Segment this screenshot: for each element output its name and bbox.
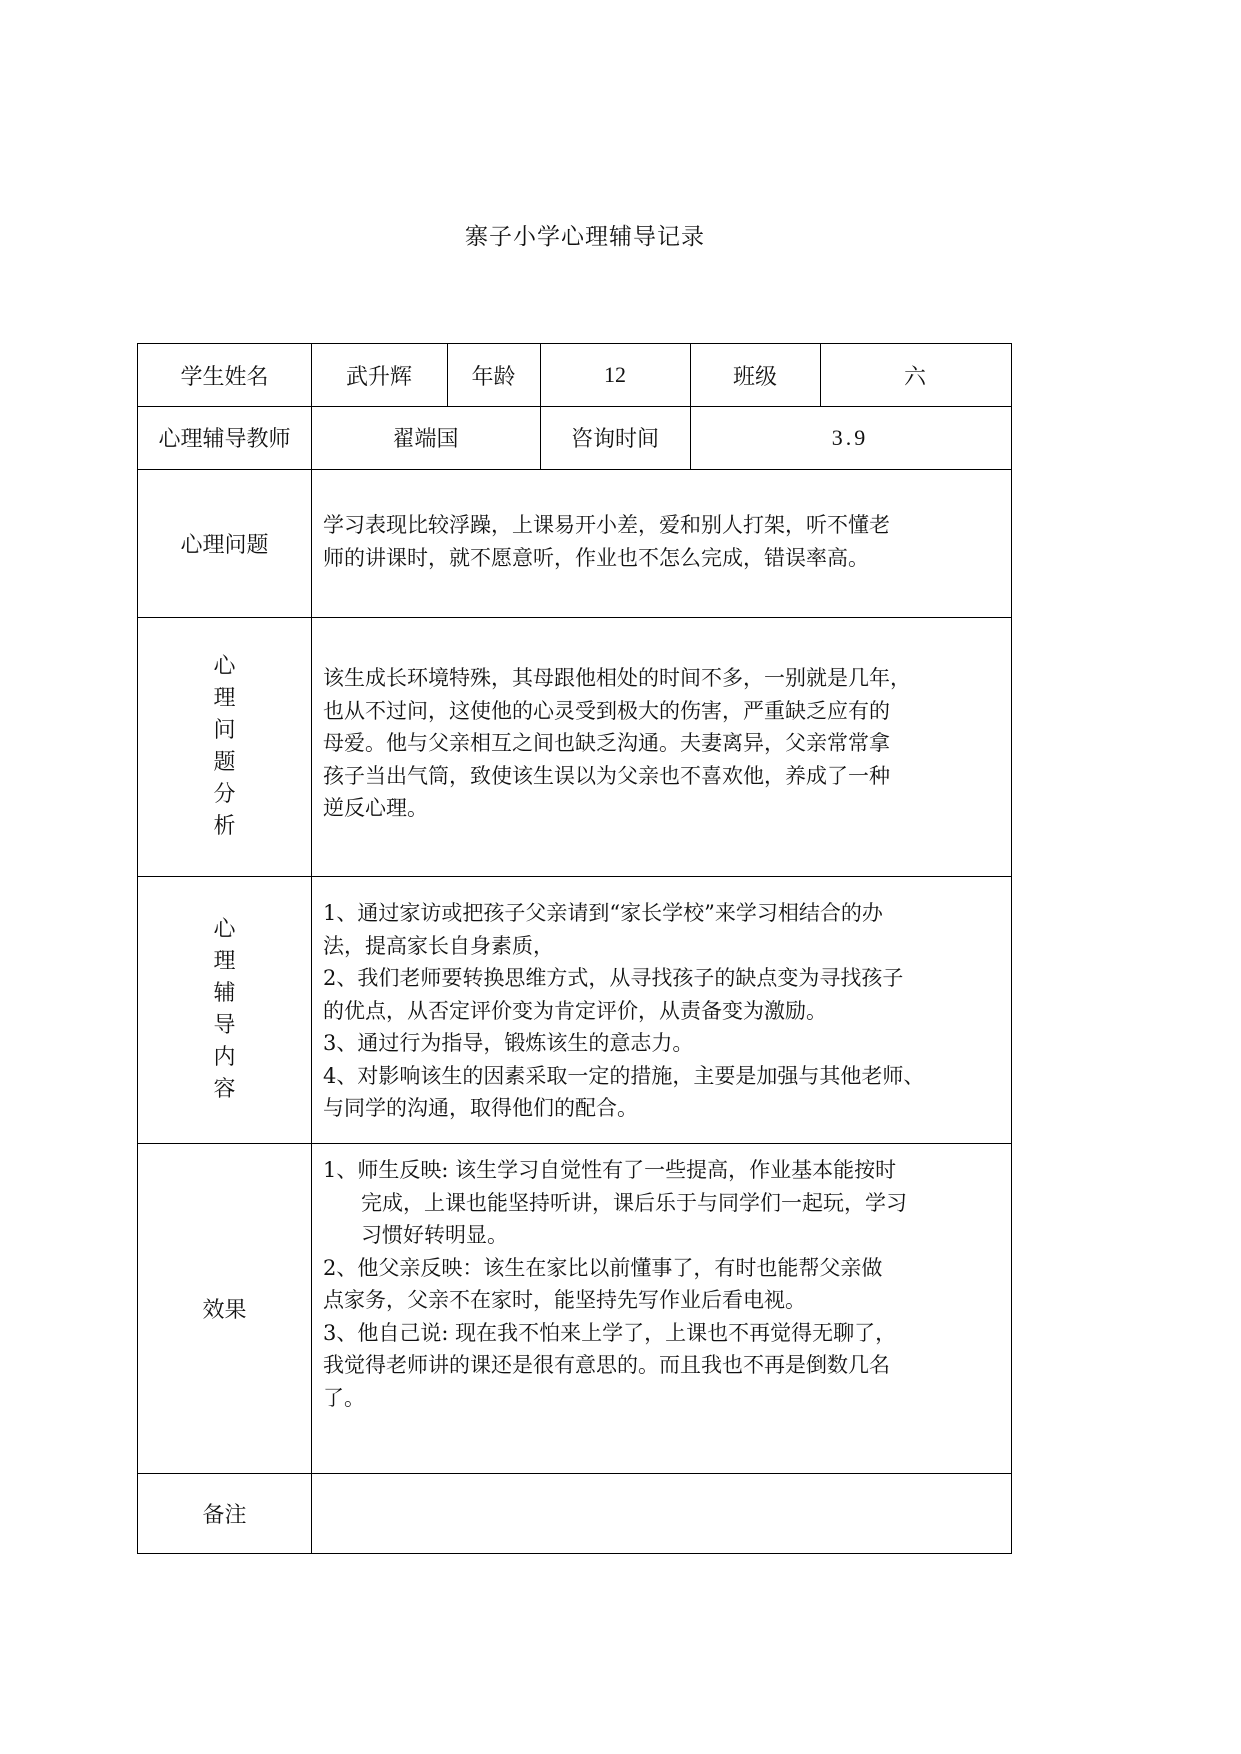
remarks-label: 备注 bbox=[202, 1502, 247, 1528]
guidance-label: 心 理 辅 导 内 容 bbox=[213, 916, 236, 1102]
age-label: 年龄 bbox=[471, 364, 516, 390]
record-table bbox=[137, 343, 1012, 1554]
age-value: 12 bbox=[604, 362, 626, 387]
problem-text: 学习表现比较浮躁，上课易开小差，爱和别人打架，听不懂老 师的讲课时，就不愿意听，作业也不怎么完成，错误率高。 bbox=[323, 513, 890, 570]
student-name-value: 武升辉 bbox=[345, 364, 412, 390]
page-title: 寨子小学心理辅导记录 bbox=[465, 224, 705, 250]
analysis-label: 心 理 问 题 分 析 bbox=[213, 653, 236, 839]
effect-text: 1、师生反映: 该生学习自觉性有了一些提高，作业基本能按时 完成，上课也能坚持听讲，课后乐于与同学们一起玩，学习 习惯好转明显。 2、他父亲反映：该生在家比以前懂事了，有时也能帮父亲做 点家务，父亲不在家时，能坚持先写作业后看电视。 3、他自己说: 现在我不怕来上学了，上课也不再觉得无聊了， 我觉得老师讲的课还是很有意思的。而且我也不再是倒数几名 了。 bbox=[323, 1158, 907, 1410]
col-divider bbox=[311, 344, 312, 1553]
class-value: 六 bbox=[903, 364, 926, 390]
consult-time-value: 3.9 bbox=[831, 424, 869, 450]
teacher-name: 翟端国 bbox=[392, 427, 459, 452]
problem-label: 心理问题 bbox=[180, 532, 269, 558]
effect-label: 效果 bbox=[202, 1297, 247, 1323]
consult-time-label: 咨询时间 bbox=[570, 427, 659, 452]
student-name-label: 学生姓名 bbox=[180, 364, 269, 390]
teacher-label: 心理辅导教师 bbox=[158, 427, 291, 452]
class-label: 班级 bbox=[732, 364, 777, 390]
remarks-value bbox=[311, 1473, 1011, 1553]
analysis-text: 该生成长环境特殊，其母跟他相处的时间不多，一别就是几年， 也从不过问，这使他的心灵受到极大的伤害，严重缺乏应有的 母爱。他与父亲相互之间也缺乏沟通。夫妻离异，父亲常常拿 孩子当出气筒，致使该生误以为父亲也不喜欢他，养成了一种 逆反心理。 bbox=[323, 666, 911, 820]
guidance-text: 1、通过家访或把孩子父亲请到“家长学校”来学习相结合的办 法，提高家长自身素质， 2、我们老师要转换思维方式，从寻找孩子的缺点变为寻找孩子 的优点，从否定评价变为肯定评价，从责备变为激励。 3、通过行为指导，锻炼该生的意志力。 4、对影响该生的因素采取一定的措施，主要是加强与其他老师、 与同学的沟通，取得他们的配合。 bbox=[323, 901, 925, 1120]
